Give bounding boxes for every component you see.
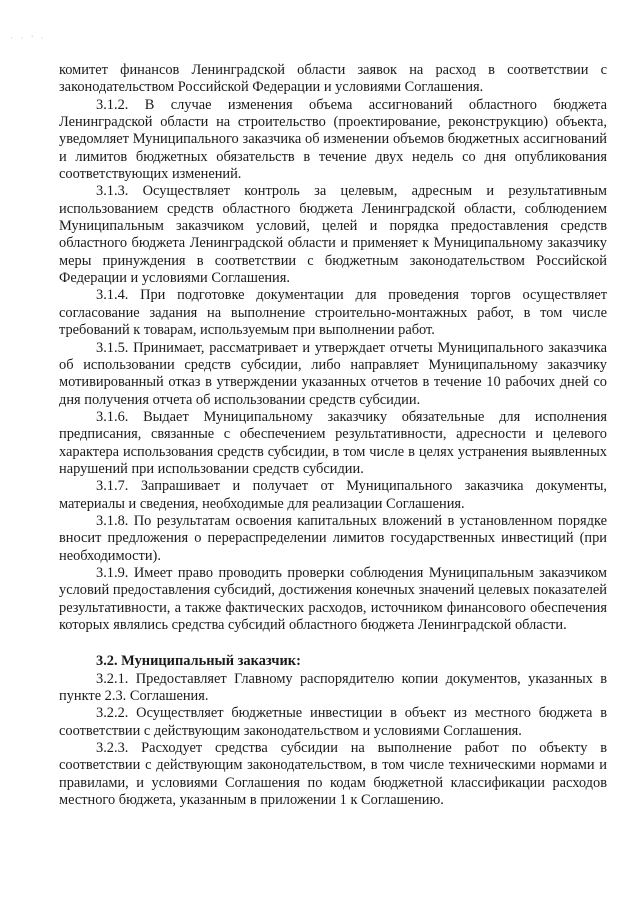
paragraph-continuation: комитет финансов Ленинградской области заявок на расход в соответствии с законодательством Российской Федерации и условиями Соглашения. xyxy=(59,62,607,96)
paragraph-3-1-4: 3.1.4. При подготовке документации для проведения торгов осуществляет согласование задания на выполнение строительно-монтажных работ, в том числе требований к товарам, используемым при выполнении работ. xyxy=(59,287,607,339)
paragraph-3-1-6: 3.1.6. Выдает Муниципальному заказчику обязательные для исполнения предписания, связанные с обеспечением результативности, адресности и целевого характера использования средств субсидии, в том числе в целях устранения выявленных нарушений при использовании средств субсидии. xyxy=(59,408,607,477)
paragraph-3-1-8: 3.1.8. По результатам освоения капитальных вложений в установленном порядке вносит предложения о перераспределении лимитов государственных инвестиций (при необходимости). xyxy=(59,512,607,564)
section-spacer xyxy=(59,634,607,653)
paragraph-3-1-9: 3.1.9. Имеет право проводить проверки соблюдения Муниципальным заказчиком условий предоставления субсидий, достижения конечных значений целевых показателей результативности, а также фактических расходов, источником финансового обеспечения которых являлись средства субсидий областного бюджета Ленинградской области. xyxy=(59,564,607,633)
paragraph-3-1-7: 3.1.7. Запрашивает и получает от Муниципального заказчика документы, материалы и сведения, необходимые для реализации Соглашения. xyxy=(59,478,607,512)
paragraph-3-1-3: 3.1.3. Осуществляет контроль за целевым, адресным и результативным использованием средств областного бюджета Ленинградской области, соблюдением Муниципальным заказчиком условий, целей и порядка предоставления средств областного бюджета Ленинградской области и применяет к Муниципальному заказчику меры принуждения в соответствии с бюджетным законодательством Российской Федерации и условиями Соглашения. xyxy=(59,183,607,287)
paragraph-3-1-2: 3.1.2. В случае изменения объема ассигнований областного бюджета Ленинградской области на строительство (проектирование, реконструкцию) объекта, уведомляет Муниципального заказчика об изменении объемов бюджетных ассигнований и лимитов бюджетных обязательств в течение двух недель со дня опубликования соответствующих изменений. xyxy=(59,96,607,183)
paragraph-3-2-2: 3.2.2. Осуществляет бюджетные инвестиции в объект из местного бюджета в соответствии с действующим законодательством и условиями Соглашения. xyxy=(59,705,607,739)
scan-artifact: · · ' · xyxy=(10,34,47,43)
document-body xyxy=(59,62,607,809)
paragraph-3-2-1: 3.2.1. Предоставляет Главному распорядителю копии документов, указанных в пункте 2.3. Соглашения. xyxy=(59,670,607,705)
paragraph-3-1-5: 3.1.5. Принимает, рассматривает и утверждает отчеты Муниципального заказчика об использовании средств субсидии, либо направляет Муниципальному заказчику мотивированный отказ в утверждении указанных отчетов в течение 10 рабочих дней со дня получения отчета об использовании средств субсидии. xyxy=(59,339,607,408)
paragraph-3-2-3: 3.2.3. Расходует средства субсидии на выполнение работ по объекту в соответствии с действующим законодательством, в том числе техническими нормами и правилами, и условиями Соглашения по кодам бюджетной классификации расходов местного бюджета, указанным в приложении 1 к Соглашению. xyxy=(59,740,607,809)
section-heading-3-2: 3.2. Муниципальный заказчик: xyxy=(96,653,301,670)
